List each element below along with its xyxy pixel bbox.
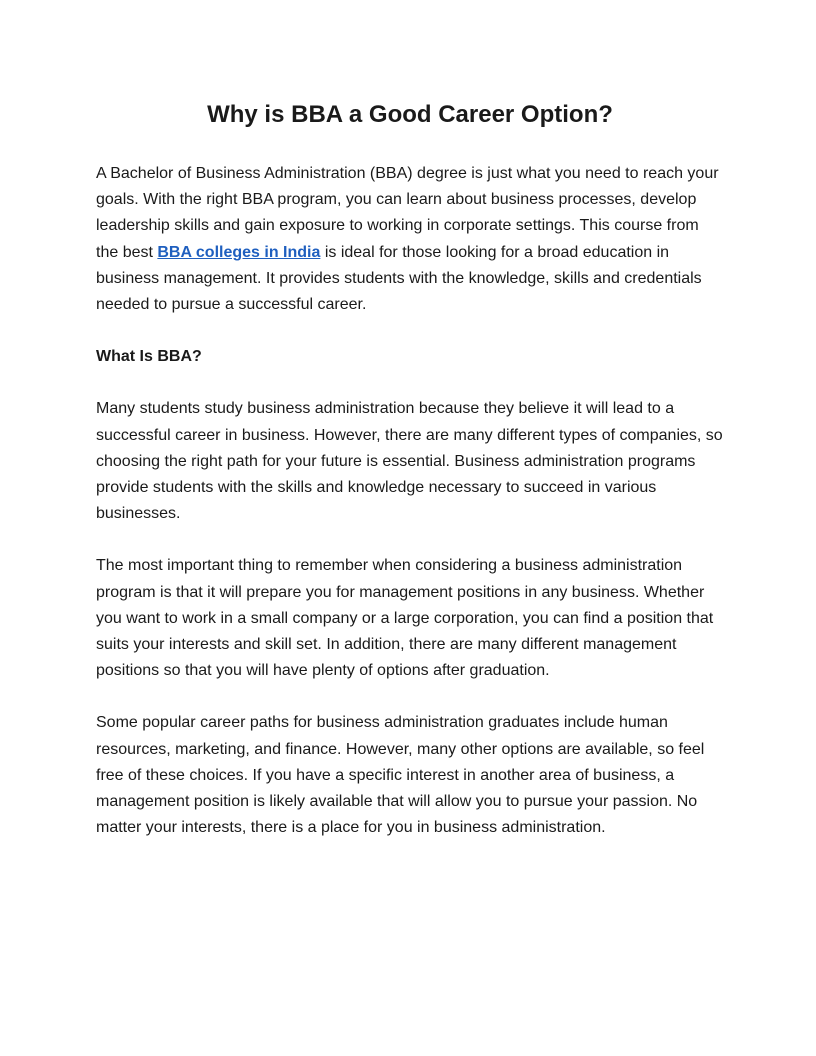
body-paragraph-3: Some popular career paths for business administration graduates include human resources, marketing, and finance. However, many other options are available, so feel free of these choices. If you have a specific interest in another area of business, a management position is likely available that will allow you to pursue your passion. No matter your interests, there is a place for you in business administration. (96, 714, 705, 837)
intro-text-after-link: is ideal for those looking for a broad education in business management. It provides students with the knowledge, skills and credentials needed to pursue a successful career. (96, 243, 702, 314)
bba-colleges-link[interactable]: BBA colleges in India (157, 243, 321, 261)
intro-text-before-link: A Bachelor of Business Administration (BBA) degree is just what you need to reach your goals. With the right BBA program, you can learn about business processes, develop leadership skills and gain exposure to working in corporate settings. This course from the best (96, 165, 719, 261)
document-page (96, 96, 724, 841)
page-title: Why is BBA a Good Career Option? (207, 101, 613, 128)
body-paragraph-2: The most important thing to remember when considering a business administration program is that it will prepare you for management positions in any business. Whether you want to work in a small company or a large corporation, you can find a position that suits your interests and skill set. In addition, there are many different management positions so that you will have plenty of options after graduation. (96, 557, 714, 680)
section-heading: What Is BBA? (96, 348, 202, 366)
body-paragraph-1: Many students study business administration because they believe it will lead to a successful career in business. However, there are many different types of companies, so choosing the right path for your future is essential. Business administration programs provide students with the skills and knowledge necessary to succeed in various businesses. (96, 400, 723, 523)
intro-paragraph (96, 161, 724, 318)
